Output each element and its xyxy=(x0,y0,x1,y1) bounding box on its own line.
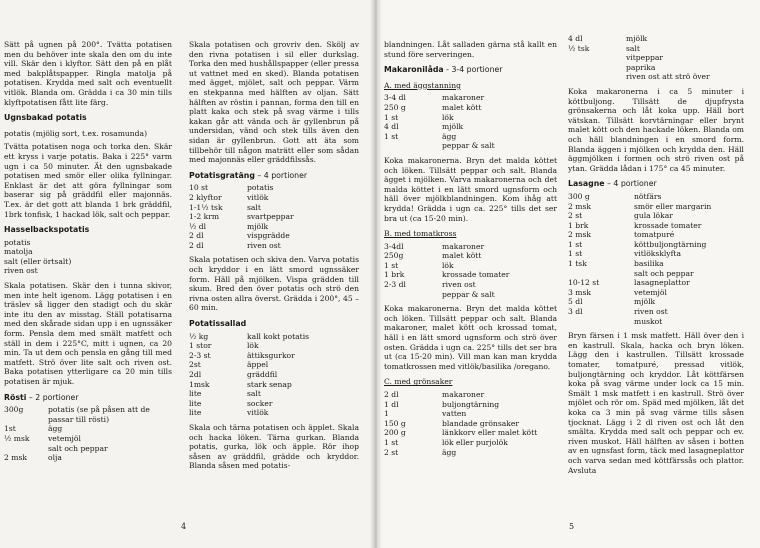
book-gutter xyxy=(370,0,382,548)
ingredient-name: ägg xyxy=(48,424,63,434)
ingredient-amount: 2 st xyxy=(568,211,583,221)
ingredient-amount: 3-4 dl xyxy=(384,93,406,103)
ingredient-row xyxy=(189,332,359,342)
ingredient-row xyxy=(189,408,359,418)
ingredient-row xyxy=(384,448,557,458)
ingredient-name: salt (eller örtsalt) xyxy=(4,256,72,266)
left-column-2 xyxy=(189,40,359,475)
ingredient-row xyxy=(568,34,744,44)
variant-b-ingredients xyxy=(384,242,557,300)
ingredient-row xyxy=(189,231,359,241)
ingredient-name: peppar & salt xyxy=(442,141,495,151)
ingredient-amount: 250 g xyxy=(384,102,406,112)
ingredient-row xyxy=(568,307,744,317)
ingredient-name: köttbuljongtärning xyxy=(634,239,707,249)
ingredient-name: svartpeppar xyxy=(247,212,294,222)
ingredient-name: vitlök xyxy=(247,408,269,418)
variant-c-ingredients-cont xyxy=(568,34,744,82)
ingredient-amount xyxy=(568,53,626,63)
ingredient-name: makaroner xyxy=(442,241,485,251)
ingredient-name: gula lökar xyxy=(634,211,673,221)
ingredient-name: lasagneplattor xyxy=(634,278,690,288)
klyftpotatis-text: Sätt på ugnen på 200°. Tvätta potatisen men du behöver inte skala den om du inte vill. Skär den i klyftor. Sätt den på en plåt med bakplåtspapper. Ringla matolja på potatisen. Krydda med salt och eventuellt vitlök. Blanda om. Grädda i ca 30 min tills klyftpotatisen fått lite färg. xyxy=(4,40,172,107)
ingredient-name: salt xyxy=(247,202,261,212)
ingredient-name: riven ost att strö över xyxy=(626,72,710,82)
ingredient-row xyxy=(568,240,744,250)
ingredient-row xyxy=(384,409,557,419)
ingredient-amount: 10 st xyxy=(189,183,209,193)
ingredient-name: blandade grönsaker xyxy=(442,418,519,428)
ingredient-amount: 2dl xyxy=(189,370,202,379)
recipe-title-ugnsbakad: Ugnsbakad potatis xyxy=(4,113,87,123)
ingredient-amount xyxy=(568,317,634,327)
ingredient-amount: 150 g xyxy=(384,418,406,428)
ingredient-amount: 1 tsk xyxy=(568,259,587,269)
ingredient-name: salt xyxy=(247,389,261,399)
ingredient-amount xyxy=(4,444,48,454)
ingredient-name: salt och peppar xyxy=(634,268,694,278)
ingredient-name: vetemjöl xyxy=(48,433,81,443)
ingredient-amount: 2 dl xyxy=(384,390,399,399)
ingredient-amount: 3-4dl xyxy=(384,241,404,251)
ingredient-name: vetemjöl xyxy=(634,287,667,297)
variant-a-text: Koka makaronerna. Bryn det malda köttet och löken. Tillsätt peppar och salt. Blanda ägget i mjölken. Varva makaronerna och det malda köttet i en lätt smord ugnsform och häll över mjölkblandningen. Kom ihåg att krydda! Grädda i ugn ca. 225° tills det ser bra ut (ca 15-20 min). xyxy=(384,155,557,223)
variant-c-text: Koka makaronerna i ca 5 minuter i köttbuljong. Tillsätt de djupfrysta grönsakerna och låt koka upp. Häll bort vätskan. Tillsätt korvtärningar eller brynt malet kött och den hackade löken. Blanda om och häll blandningen i en smord form. Blanda äggen i mjölken och krydda den. Häll äggmjölken i formen och strö riven ost på ytan. Grädda lådan i 175° ca 45 minuter. xyxy=(568,86,744,173)
ingredient-amount: 1 st xyxy=(384,260,399,270)
ingredient-row xyxy=(384,103,557,113)
ingredient-name: ägg xyxy=(442,131,457,141)
ingredient-name: muskot xyxy=(634,316,663,326)
ingredient-row xyxy=(189,212,359,222)
ingredient-name: vitlöksklyfta xyxy=(634,249,681,259)
ingredient-amount: 200 g xyxy=(384,428,406,438)
ingredient-row xyxy=(4,434,172,444)
right-column-1 xyxy=(384,40,557,462)
ingredient-row xyxy=(189,351,359,361)
ingredient-name: ägg xyxy=(442,447,457,457)
variant-b-title: B. med tomatkross xyxy=(384,229,457,239)
ingredient-amount: 1 st xyxy=(384,437,399,447)
ingredient-amount: 1 dl xyxy=(384,399,399,409)
ingredient-amount: ½ kg xyxy=(189,331,209,341)
ingredient-name: lök eller purjolök xyxy=(442,437,508,447)
ingredient-amount: 2 st xyxy=(384,447,399,457)
ingredient-name: paprika xyxy=(626,62,656,72)
ingredient-row xyxy=(568,269,744,279)
ingredient-row xyxy=(384,270,557,280)
ingredient-row xyxy=(384,390,557,400)
ingredient-name: makaroner xyxy=(442,390,485,399)
ingredient-row xyxy=(568,72,744,82)
ingredient-amount xyxy=(384,141,442,151)
ingredient-name: äppel xyxy=(247,360,269,370)
ingredient-name: vitlök xyxy=(247,192,269,202)
gratang-ingredients xyxy=(189,183,359,250)
ingredient-name: krossade tomater xyxy=(634,220,702,230)
ingredient-row xyxy=(568,211,744,221)
variant-a-title: A. med äggstanning xyxy=(384,80,461,90)
ingredient-amount: 5 dl xyxy=(568,297,583,307)
ingredient-name: lök xyxy=(247,341,259,351)
ingredient-row xyxy=(384,438,557,448)
ingredient-name: vitpeppar xyxy=(626,53,664,63)
ingredient-amount: 2 dl xyxy=(189,240,204,250)
ingredient-row xyxy=(384,290,557,300)
ingredient-row xyxy=(384,400,557,410)
recipe-title-makaronilada: Makaronilåda - 3-4 portioner xyxy=(384,65,503,75)
lasagne-text: Bryn färsen i 1 msk matfett. Häll över den i en kastrull. Skala, hacka och bryn löken. Lägg den i kastrullen. Tillsätt krossade tomater, tomatpuré, pressad vitlök, buljongtärning och kryddor. Låt köttfärsen koka på svag värme under lock ca 15 min. Smält 1 msk matfett i en kastrull. Strö över mjölet och rör om. Späd med mjölken, låt det koka ca 3 min på svag värme tills såsen tjocknat. Lägg i 2 dl riven ost och låt den smälta. Krydda med salt och peppar och ev. riven muskot. Häll hälften av såsen i botten av en ugnsfast form, täck med lasagneplattor och varva sedan med köttfärssås och plattor. Avsluta xyxy=(568,331,744,475)
ingredient-name: makaroner xyxy=(442,93,485,103)
ingredient-name: ättiksgurkor xyxy=(247,350,295,360)
ingredient-row xyxy=(189,389,359,399)
ingredient-row xyxy=(4,424,172,434)
ingredient-row xyxy=(568,249,744,259)
ingredient-name: buljongtärning xyxy=(442,399,500,409)
ingredient-name: riven ost xyxy=(634,307,668,317)
ingredient-amount: 2 msk xyxy=(4,453,27,463)
ingredient-row xyxy=(189,370,359,380)
ingredient-amount: ½ tsk xyxy=(568,43,590,53)
ingredient-row xyxy=(384,113,557,123)
ingredient-name: basilika xyxy=(634,259,664,269)
sallad-text: Skala och tärna potatisen och äpplet. Skala och hacka löken. Tärna gurkan. Blanda potatis, gurka, lök och äpple. Rör ihop såsen av gräddfil, grädde och kryddor. Blanda såsen med potatis- xyxy=(189,422,359,471)
ingredient-amount: 1 st xyxy=(384,112,399,122)
ingredient-name: länkkorv eller malet kött xyxy=(442,428,538,438)
page-number-right: 5 xyxy=(569,522,575,531)
hasselback-text: Skala potatisen. Skär den i tunna skivor, men inte helt igenom. Lägg potatisen i en träslev så ligger den stadigt och du skär inte itu den av misstag. Ställ potatisarna med den skårade sidan upp i en ugnssäker form. Pensla dem med smält matfett och ställ in dem i 225°C, mitt i ugnen, ca 20 min. Ta ut dem och pensla en gång till med matfett. Strö över lite salt och riven ost. Baka potatisen ytterligare ca 20 min tills potatisen är mjuk. xyxy=(4,281,172,386)
ingredient-row xyxy=(4,444,172,454)
ingredient-row xyxy=(4,405,172,424)
ingredient-row xyxy=(189,360,359,370)
ingredient-row xyxy=(384,261,557,271)
recipe-title-lasagne: Lasagne – 4 portioner xyxy=(568,179,657,189)
ingredient-name: salt xyxy=(626,43,640,53)
ingredient-amount: lite xyxy=(189,389,202,399)
ingredient-name: riven ost xyxy=(247,240,281,250)
ingredient-amount: 250g xyxy=(384,251,404,261)
ingredient-row xyxy=(384,251,557,261)
ingredient-name: mjölk xyxy=(442,122,464,132)
ingredient-amount: 4 dl xyxy=(384,122,399,132)
ingredient-name: tomatpuré xyxy=(634,230,675,240)
ingredient-row xyxy=(568,259,744,269)
ingredient-name: smör eller margarin xyxy=(634,201,712,211)
ingredient-row xyxy=(189,222,359,232)
ingredient-name: lök xyxy=(442,112,454,122)
ingredient-row xyxy=(189,380,359,390)
ingredient-amount: 2 dl xyxy=(189,231,204,241)
recipe-title-gratang: Potatisgratäng – 4 portioner xyxy=(189,170,308,180)
ingredient-row xyxy=(4,453,172,463)
right-column-2 xyxy=(568,34,744,479)
ingredient-row xyxy=(384,132,557,142)
ingredient-amount: ½ msk xyxy=(4,433,30,443)
ingredient-row xyxy=(384,141,557,151)
ingredient-row xyxy=(189,193,359,203)
ingredient-name: mjölk xyxy=(247,221,269,231)
recipe-title-hasselback: Hasselbackspotatis xyxy=(4,225,90,235)
ingredient-amount: lite xyxy=(189,408,202,418)
ingredient-row xyxy=(189,341,359,351)
variant-a-ingredients xyxy=(384,93,557,151)
ingredient-name: peppar & salt xyxy=(442,289,495,299)
ingredient-amount: 10-12 st xyxy=(568,278,600,288)
ingredient-amount xyxy=(384,290,442,300)
ingredient-name: mjölk xyxy=(634,297,656,307)
ingredient-amount: 1msk xyxy=(189,379,210,389)
ingredient-name: potatis (se på påsen att de passar till rösti) xyxy=(48,405,150,424)
ingredient-row xyxy=(189,399,359,409)
ingredient-amount: 300g xyxy=(4,405,24,415)
ingredient-row xyxy=(568,192,744,202)
ingredient-name: nötfärs xyxy=(634,191,662,201)
ingredient-name: socker xyxy=(247,398,273,408)
ingredient-amount xyxy=(568,269,634,279)
ingredient-name: vatten xyxy=(442,409,467,419)
ingredient-name: riven ost xyxy=(442,280,476,290)
ingredient-amount: 2st xyxy=(189,360,201,370)
ingredient-name: stark senap xyxy=(247,379,292,389)
left-page xyxy=(0,0,376,548)
ingredient-amount: lite xyxy=(189,398,202,408)
recipe-title-rosti: Rösti – 2 portioner xyxy=(4,392,79,402)
ingredient-name: mjölk xyxy=(626,34,648,43)
ingredient-name: salt och peppar xyxy=(48,443,108,453)
ingredient-row xyxy=(384,280,557,290)
ugnsbakad-ingredient: potatis (mjölig sort, t.ex. rosamunda) xyxy=(4,128,148,138)
sallad-ingredients xyxy=(189,332,359,418)
ingredient-name: olja xyxy=(48,453,62,463)
ingredient-amount: 1 brk xyxy=(384,270,405,280)
sallad-text-end: blandningen. Låt salladen gärna stå kallt en stund före serveringen. xyxy=(384,40,557,59)
ingredient-amount: 1 st xyxy=(568,239,583,249)
ingredient-amount: 2 klyftor xyxy=(189,192,222,202)
ingredient-amount: 1 xyxy=(384,409,389,419)
ingredient-amount xyxy=(568,63,626,73)
ingredient-row xyxy=(568,297,744,307)
ingredient-name: malet kött xyxy=(442,251,482,261)
ingredient-amount: 1 st xyxy=(384,131,399,141)
ingredient-row xyxy=(384,428,557,438)
ingredient-name: riven ost xyxy=(4,266,38,276)
ingredient-amount: 2-3 dl xyxy=(384,280,406,290)
rosti-text: Skala potatisen och grovriv den. Skölj av den rivna potatisen i sil eller durkslag. Torka den med hushållspapper (eller pressa ut vattnet med en sked). Blanda potatisen med ägget, mjölet, salt och peppar. Värm en stekpanna med hälften av oljan. Sätt hälften av röstin i pannan, forma den till en platt kaka och stek på svag värme i tills kakan går att vända och är gyllenbrun på undersidan, vänd och stek tills även den sidan är gyllenbrun. Gott att äta som tillbehör till någon maträtt eller som sådan med majonnäs eller gräddfilssås. xyxy=(189,40,359,165)
variant-c-title: C. med grönsaker xyxy=(384,377,453,387)
ingredient-amount: 4 dl xyxy=(568,34,583,43)
ingredient-row xyxy=(568,44,744,54)
ingredient-name: krossade tomater xyxy=(442,270,510,280)
ingredient-amount: ½ dl xyxy=(189,221,207,231)
rosti-ingredients xyxy=(4,405,172,463)
ingredient-row xyxy=(189,183,359,193)
ingredient-row xyxy=(568,221,744,231)
ingredient-name: gräddfil xyxy=(247,370,278,379)
left-column-1 xyxy=(4,40,172,468)
ingredient-amount: 2 msk xyxy=(568,201,591,211)
ingredient-name: matolja xyxy=(4,247,33,257)
ingredient-row xyxy=(568,63,744,73)
ingredient-row xyxy=(189,241,359,251)
ingredient-row xyxy=(568,288,744,298)
ingredient-amount: 1-2 krm xyxy=(189,212,220,222)
ingredient-row xyxy=(568,230,744,240)
recipe-title-potatissallad: Potatissallad xyxy=(189,319,247,329)
ingredient-row xyxy=(189,203,359,213)
variant-c-ingredients xyxy=(384,390,557,457)
ingredient-name: vispgrädde xyxy=(247,231,290,241)
lasagne-ingredients xyxy=(568,192,744,326)
variant-b-text: Koka makaronerna. Bryn det malda köttet och löken. Tillsätt peppar och salt. Blanda makaroner, malet kött och krossad tomat, häll i en lätt smord ugnsform och strö över osten. Grädda i ugn ca. 225° tills det ser bra ut (ca 15-20 min). Vill man kan man krydda tomatkrossen med vitlök/basilika /oregano. xyxy=(384,304,557,371)
ingredient-amount: 2 msk xyxy=(568,230,591,240)
ingredient-amount: 1st xyxy=(4,424,16,434)
ingredient-row xyxy=(384,419,557,429)
page-number-left: 4 xyxy=(181,522,187,531)
ingredient-row xyxy=(568,278,744,288)
ingredient-row xyxy=(384,122,557,132)
ingredient-amount: 300 g xyxy=(568,191,590,201)
ingredient-amount: 3 dl xyxy=(568,307,583,317)
hasselback-ingredients xyxy=(4,238,172,276)
ingredient-amount: 3 msk xyxy=(568,287,591,297)
ingredient-row xyxy=(568,53,744,63)
ingredient-name: malet kött xyxy=(442,102,482,112)
ingredient-row xyxy=(568,317,744,327)
ingredient-row xyxy=(568,202,744,212)
ingredient-name: lök xyxy=(442,260,454,270)
gratang-text: Skala potatisen och skiva den. Varva potatis och kryddor i en lätt smord ugnssäker form. Häll på mjölken. Vispa grädden till skum. Bred den över potatis och strö den rivna osten allra överst. Grädda i 200°, 45 – 60 min. xyxy=(189,255,359,313)
ingredient-amount: 2-3 st xyxy=(189,350,211,360)
ingredient-row xyxy=(384,93,557,103)
ingredient-amount xyxy=(568,72,626,82)
ingredient-name: potatis xyxy=(4,237,31,247)
ingredient-amount: 1 brk xyxy=(568,220,589,230)
ingredient-name: kall kokt potatis xyxy=(247,331,310,341)
ingredient-amount: 1-1½ tsk xyxy=(189,202,223,212)
ingredient-name: potatis xyxy=(247,183,274,193)
right-page xyxy=(376,0,760,548)
ingredient-row xyxy=(384,242,557,252)
ugnsbakad-text: Tvätta potatisen noga och torka den. Skär ett kryss i varje potatis. Baka i 225° varm ugn i ca 50 minuter. Ät den ugnsbakade potatisen med smör eller olika fyllningar. Enklast är det att göra fyllningar som baserar sig på gräddfil eller majonnäs. T.ex. är det gott att blanda 1 brk gräddfil, 1brk tonfisk, 1 hackad lök, salt och peppar. xyxy=(4,142,172,219)
ingredient-amount: 1 stor xyxy=(189,341,212,351)
ingredient-amount: 1 st xyxy=(568,249,583,259)
